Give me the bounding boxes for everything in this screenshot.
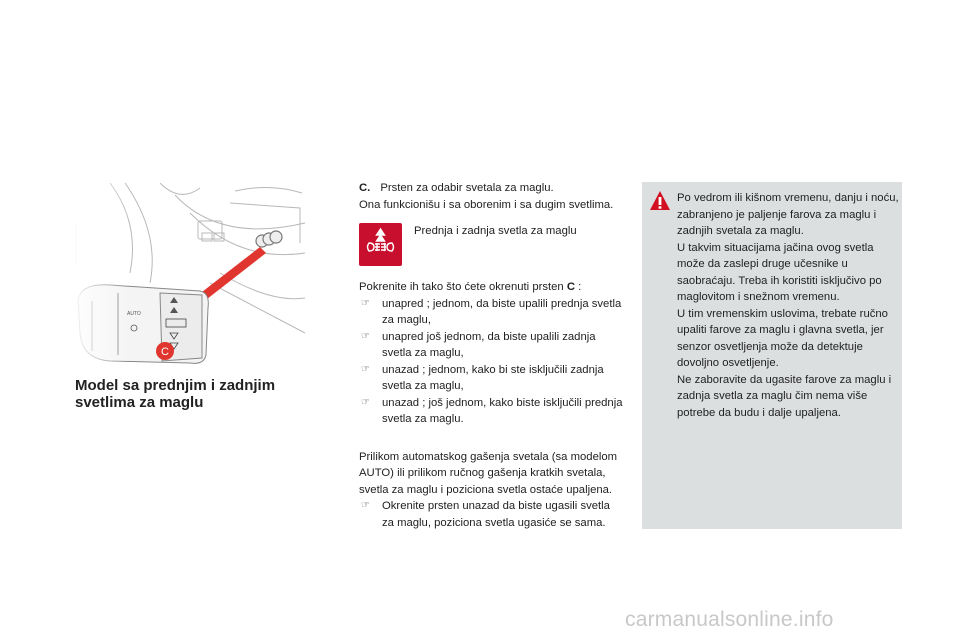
fog-lights-label: Prednja i zadnja svetla za maglu — [414, 225, 577, 237]
ring-c-description: Prsten za odabir svetala za maglu. — [380, 182, 554, 194]
list-item: ☞ unapred još jednom, da biste upalili zadnja svetla za maglu, — [359, 329, 624, 362]
instructions-intro — [359, 279, 624, 296]
light-stalk-illustration — [70, 183, 308, 368]
list-item: ☞ unazad ; još jednom, kako biste isključili prednja svetla za maglu. — [359, 395, 624, 428]
ring-c-heading — [359, 180, 624, 197]
warning-text — [677, 190, 899, 421]
instructions-intro-bold: C — [566, 281, 576, 293]
instructions-list — [359, 296, 624, 428]
ring-c-letter: C. — [359, 182, 371, 194]
instructions-intro-colon: : — [575, 281, 582, 293]
list-item: ☞ unapred ; jednom, da biste upalili prednja svetla za maglu, — [359, 296, 624, 329]
ring-c-note: Ona funkcionišu i sa oborenim i sa dugim svetlima. — [359, 198, 614, 211]
section-title: Model sa prednjim i zadnjim svetlima za maglu — [75, 377, 276, 411]
list-item: ☞ unazad ; jednom, kako bi ste isključili zadnja svetla za maglu, — [359, 362, 624, 395]
callout-c: C — [161, 346, 169, 358]
fog-lights-row — [359, 223, 624, 273]
warning-paragraph: U takvim situacijama jačina ovog svetla može da zaslepi druge učesnike u saobraćaju. Treba ih koristiti isključivo po maglovitom i snežnom vremenu. — [677, 241, 882, 303]
content-column — [359, 180, 624, 531]
instructions-intro-text: Pokrenite ih tako što ćete okrenuti prsten — [359, 281, 567, 293]
front-rear-fog-lights-icon — [359, 223, 402, 266]
warning-paragraph: Ne zaboravite da ugasite farove za maglu i zadnja svetla za maglu čim nema više potrebe da budu i dalje upaljena. — [677, 373, 892, 419]
warning-box — [642, 182, 902, 529]
auto-off-text: Prilikom automatskog gašenja svetala (sa modelom AUTO) ili prilikom ručnog gašenja kratkih svetala, svetla za maglu i poziciona svetla ostaće upaljena. — [359, 450, 618, 496]
auto-off-list — [359, 498, 624, 531]
warning-paragraph: U tim vremenskim uslovima, trebate ručno upaliti farove za maglu i glavna svetla, jer senzor osvetljenja može da detektuje dovoljno osvetljenje. — [677, 307, 888, 369]
list-item: ☞ Okrenite prsten unazad da biste ugasili svetla za maglu, poziciona svetla ugasiće se sama. — [359, 498, 624, 531]
exclamation-icon — [649, 190, 671, 217]
warning-paragraph: Po vedrom ili kišnom vremenu, danju i noću, zabranjeno je paljenje farova za maglu i zadnjih svetala za maglu. — [677, 192, 899, 237]
watermark: carmanualsonline.info — [625, 608, 834, 631]
